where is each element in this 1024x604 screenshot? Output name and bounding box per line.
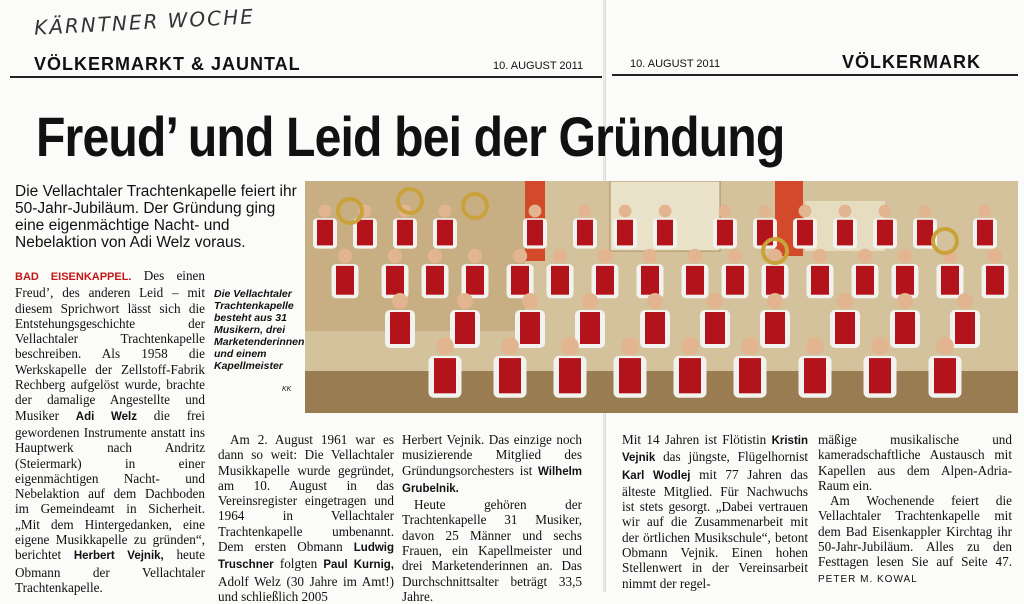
name-karl-wodlej: Karl Wodlej (622, 469, 691, 482)
photo-credit: KK (282, 386, 292, 393)
band-photo-illustration (305, 181, 1018, 413)
name-kristin-vejnik: Kristin Vejnik (622, 435, 808, 465)
name-wilhelm-grubelnik: Wilhelm Grubelnik. (402, 465, 583, 495)
col1-text-c: heute Obmann der Vellachtaler Trachtenkapelle. (15, 547, 205, 595)
headline: Freud’ und Leid bei der Gründung (36, 105, 785, 168)
lead-paragraph: Die Vellachtaler Trachtenkapelle feiert ihr 50-Jahr-Jubiläum. Der Gründung ging eine eigenmächtige Nacht- und Nebelaktion von Adi Welz voraus. (15, 183, 297, 251)
handwritten-source-note: KÄRNTNER WOCHE (33, 4, 256, 40)
name-ludwig-truschner: Ludwig Truschner (218, 542, 395, 572)
col1-text-b: die frei gewordenen Instrumente anstatt ins Hauptwerk nach Andritz (Steiermark) in einer eigenmächtigen Nacht- und Nebelaktion auf dem Dachboden im Gemeindeamt in Sicherheit. „Mit dem Hintergedanken, eine eigene Musikkapelle zu gründen“, berichtet (15, 407, 205, 563)
header-rule-right (612, 74, 1018, 76)
name-adi-welz: Adi Welz (75, 410, 137, 423)
header-rule-left (10, 76, 602, 78)
col2-text-c: Adolf Welz (30 Jahre im Amt!) und schließlich 2005 (218, 573, 394, 604)
name-herbert-vejnik: Herbert Vejnik, (73, 550, 164, 563)
col3-text-a: Herbert Vejnik. Das einzige noch musizierende Mitglied des Gründungsorchesters ist (402, 432, 582, 478)
col5-text-a: mäßige musikalische und kameradschaftliche Austausch mit Kapellen aus dem Alpen-Adria-Raum ein. (818, 432, 1012, 493)
section-title-right: VÖLKERMARK (842, 52, 981, 72)
article-column-2 (218, 432, 394, 604)
date-left: 10. AUGUST 2011 (493, 60, 584, 72)
author-byline: PETER M. KOWAL (818, 573, 918, 585)
col2-text-b: folgten (279, 556, 318, 572)
dateline: BAD EISENKAPPEL. (15, 271, 132, 283)
article-column-4 (622, 432, 808, 591)
col4-text-a: Mit 14 Jahren ist Flötistin (622, 432, 767, 447)
date-right: 10. AUGUST 2011 (630, 58, 721, 70)
section-title-left: VÖLKERMARKT & JAUNTAL (34, 54, 301, 74)
col3-text-b: Heute gehören der Trachtenkapelle 31 Musiker, davon 25 Männer und sechs Frauen, ein Kapellmeister und drei Marketenderinnen an. Das Durchschnittsalter beträgt 33,5 Jahre. (402, 497, 582, 604)
article-column-3 (402, 432, 582, 604)
col4-text-c: mit 77 Jahren das älteste Mitglied. Für Nachwuchs ist stets gesorgt. „Dabei vertrauen wir auf die Zusammenarbeit mit der örtlichen Musikschule“, betont Obmann Vejnik. Einen hohen Stellenwert in der Vereinsarbeit nimmt der regel- (622, 466, 808, 591)
col5-text-b: Am Wochenende feiert die Vellachtaler Trachtenkapelle mit dem Bad Eisenkappler Kirchtag ihr 50-Jahr-Jubiläum. Alles zu den Festtagen lesen Sie auf Seite 47. (818, 493, 1012, 570)
band-group-photo (305, 181, 1018, 413)
col1-text-a: Des einen Freud’, des anderen Leid – mit diesem Sprichwort lässt sich die Entstehungsgeschichte der Vellachtaler Trachtenkapelle beschreiben. Als 1958 die Werkskapelle der Zellstoff-Fabrik Rechberg aufgelöst wurde, brachte der damalige Angestellte und Musiker (15, 268, 205, 423)
article-column-1 (15, 268, 205, 595)
col4-text-b: das jüngste, Flügelhornist (663, 449, 808, 465)
col2-text-a: Am 2. August 1961 war es dann so weit: Die Vellachtaler Musikkapelle wurde gegründet, am 10. August in das Vereinsregister eingetragen und 1964 in Vellachtaler Trachtenkapelle umbenannt. Dem ersten Obmann (218, 432, 394, 555)
name-paul-kurnig: Paul Kurnig, (323, 559, 395, 572)
photo-caption: Die Vellachtaler Trachtenkapelle besteht aus 31 Musikern, drei Marketenderinnen und einem Kapellmeister (214, 288, 305, 372)
article-column-5 (818, 432, 1012, 587)
